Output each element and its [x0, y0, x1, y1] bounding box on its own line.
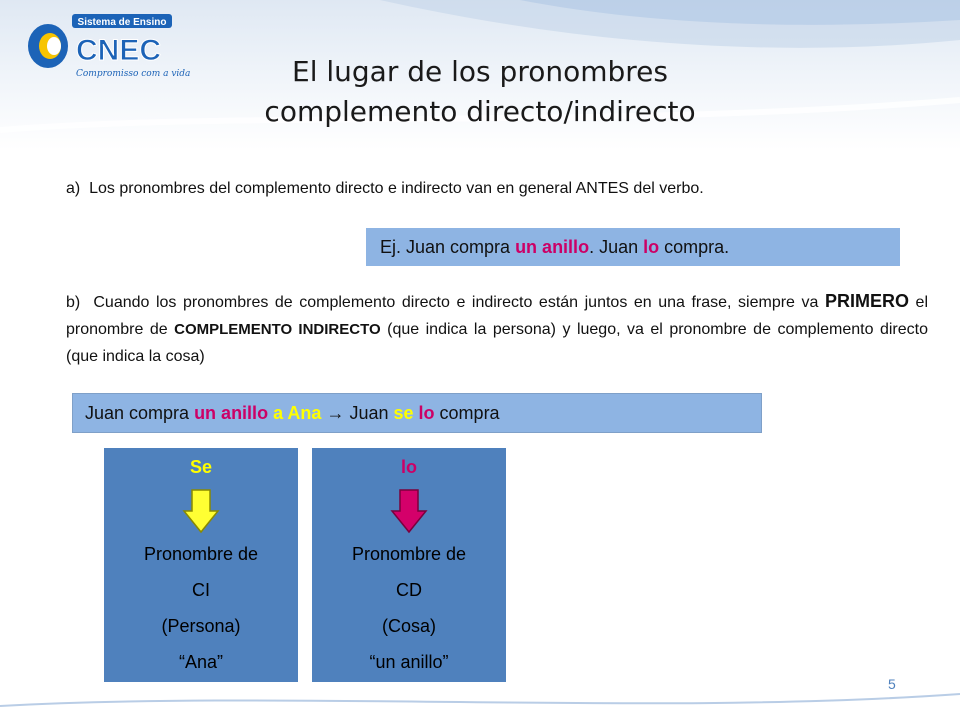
- logo-line1: Sistema de Ensino: [77, 17, 167, 28]
- para-a-marker: a): [66, 180, 81, 197]
- arrow-right-icon: →: [321, 403, 350, 423]
- arrow-down-magenta-icon: [391, 489, 427, 533]
- sentence-se: se: [393, 403, 414, 423]
- paragraph-a: [66, 180, 926, 198]
- ci-line4: “Ana”: [178, 652, 223, 672]
- title-line2: complemento directo/indirecto: [264, 95, 696, 128]
- ci-line3: (Persona): [161, 616, 241, 636]
- sentence-box: [72, 393, 762, 433]
- title-line1: El lugar de los pronombres: [292, 55, 668, 88]
- sentence-object: un anillo: [194, 403, 269, 423]
- example-tail: compra.: [659, 237, 730, 257]
- ci-line2: CI: [192, 580, 210, 600]
- slide-title: [200, 52, 760, 132]
- paragraph-b: [66, 288, 928, 370]
- logo-line2: CNEC: [76, 34, 162, 67]
- pronoun-box-cd: [312, 448, 506, 682]
- pronoun-word-lo: lo: [401, 457, 417, 477]
- example-lead: Ej. Juan compra: [380, 237, 516, 257]
- example-pronoun: lo: [643, 237, 660, 257]
- cnec-logo-mark: [26, 14, 191, 84]
- sentence-lo: lo: [418, 403, 435, 423]
- pronoun-box-ci-text: [104, 536, 298, 680]
- sentence-juan: Juan: [349, 403, 394, 423]
- pronoun-word-se: Se: [189, 457, 213, 477]
- para-a-text: Los pronombres del complemento directo e indirecto van en general ANTES del verbo.: [89, 180, 704, 197]
- arrow-down-yellow-icon: [183, 489, 219, 533]
- para-b-marker: b): [66, 294, 81, 311]
- page-number: 5: [888, 676, 896, 692]
- pronoun-box-cd-text: [312, 536, 506, 680]
- cd-line3: (Cosa): [381, 616, 436, 636]
- para-b-part3: (que indica la persona) y luego, va el pronombre de complemento directo (que indica la cosa): [66, 321, 929, 365]
- para-b-caps: COMPLEMENTO INDIRECTO: [174, 321, 381, 338]
- example-mid: . Juan: [589, 237, 644, 257]
- cd-line4: “un anillo”: [369, 652, 449, 672]
- footer-swoosh: [0, 686, 960, 720]
- example-box: [366, 228, 900, 266]
- ci-line1: Pronombre de: [143, 544, 259, 564]
- pronoun-box-ci: [104, 448, 298, 682]
- cd-line1: Pronombre de: [351, 544, 467, 564]
- example-object: un anillo: [515, 237, 590, 257]
- sentence-person: a Ana: [273, 403, 322, 423]
- para-b-part2: el pronombre de: [66, 294, 929, 338]
- para-b-emph: PRIMERO: [824, 291, 909, 311]
- cnec-logo: [26, 14, 191, 84]
- sentence-tail: compra: [434, 403, 500, 423]
- cd-line2: CD: [396, 580, 422, 600]
- sentence-lead: Juan compra: [85, 403, 195, 423]
- para-b-part1: Cuando los pronombres de complemento directo e indirecto están juntos en una frase, siempre va: [93, 294, 825, 311]
- logo-line3: Compromisso com a vida: [76, 69, 191, 79]
